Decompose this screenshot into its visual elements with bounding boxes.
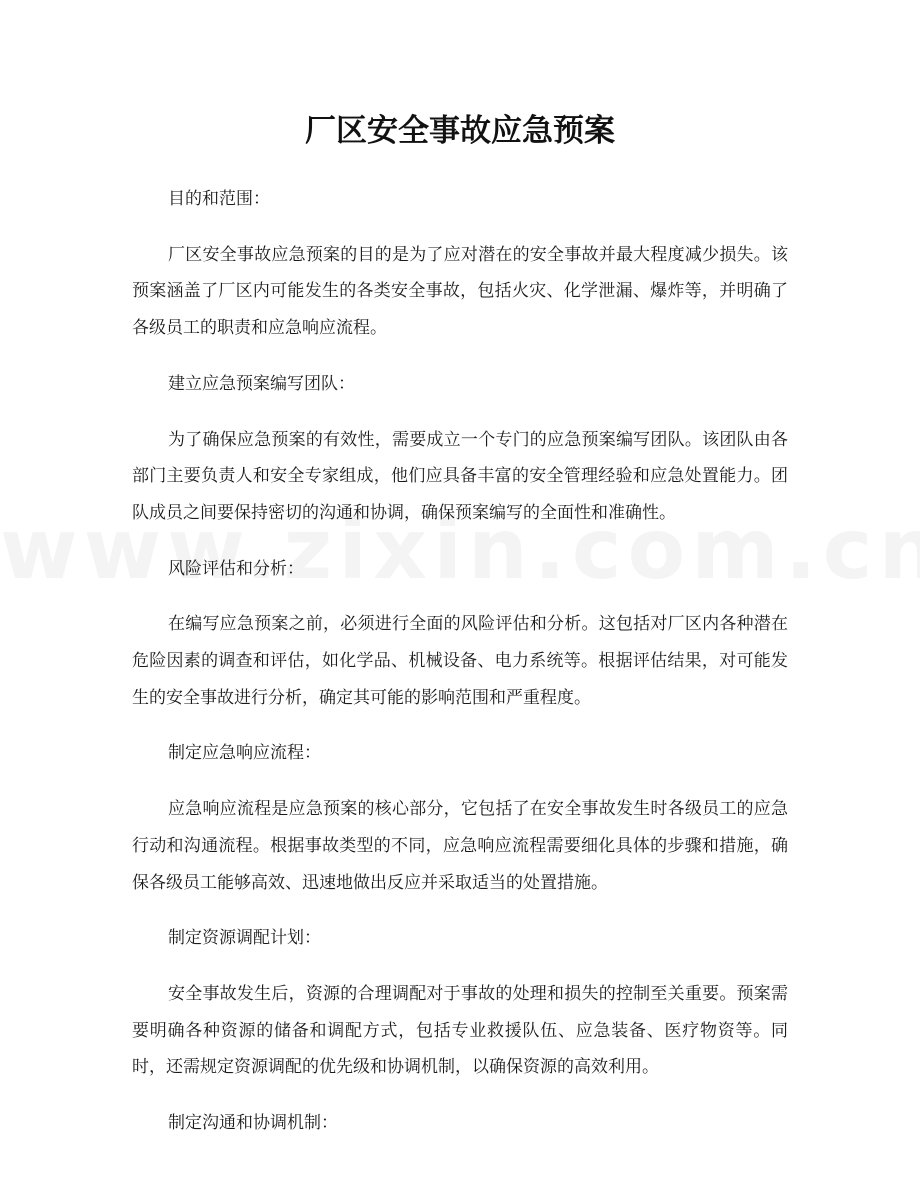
section-heading-risk: 风险评估和分析： [168, 558, 304, 579]
document-body [132, 181, 788, 1161]
section-heading-communication: 制定沟通和协调机制： [168, 1113, 338, 1134]
document-title: 厂区安全事故应急预案 [305, 113, 615, 149]
section-heading-purpose: 目的和范围： [168, 189, 270, 209]
section-body-purpose: 厂区安全事故应急预案的目的是为了应对潜在的安全事故并最大程度减少损失。该预案涵盖了厂区内可能发生的各类安全事故，包括火灾、化学泄漏、爆炸等，并明确了各级员工的职责和应急响应流程。 [132, 244, 788, 339]
section-body-resources: 安全事故发生后，资源的合理调配对于事故的处理和损失的控制至关重要。预案需要明确各种资源的储备和调配方式，包括专业救援队伍、应急装备、医疗物资等。同时，还需规定资源调配的优先级和协调机制，以确保资源的高效利用。 [132, 983, 788, 1078]
section-heading-resources: 制定资源调配计划： [168, 928, 321, 949]
section-heading-response: 制定应急响应流程： [168, 743, 321, 764]
section-body-response: 应急响应流程是应急预案的核心部分，它包括了在安全事故发生时各级员工的应急行动和沟通流程。根据事故类型的不同，应急响应流程需要细化具体的步骤和措施，确保各级员工能够高效、迅速地做出反应并采取适当的处置措施。 [132, 799, 788, 893]
section-heading-team: 建立应急预案编写团队： [168, 373, 355, 394]
section-body-team: 为了确保应急预案的有效性，需要成立一个专门的应急预案编写团队。该团队由各部门主要负责人和安全专家组成，他们应具备丰富的安全管理经验和应急处置能力。团队成员之间要保持密切的沟通和协调，确保预案编写的全面性和准确性。 [132, 429, 788, 523]
section-body-risk: 在编写应急预案之前，必须进行全面的风险评估和分析。这包括对厂区内各种潜在危险因素的调查和评估，如化学品、机械设备、电力系统等。根据评估结果，对可能发生的安全事故进行分析，确定其可能的影响范围和严重程度。 [132, 614, 788, 708]
